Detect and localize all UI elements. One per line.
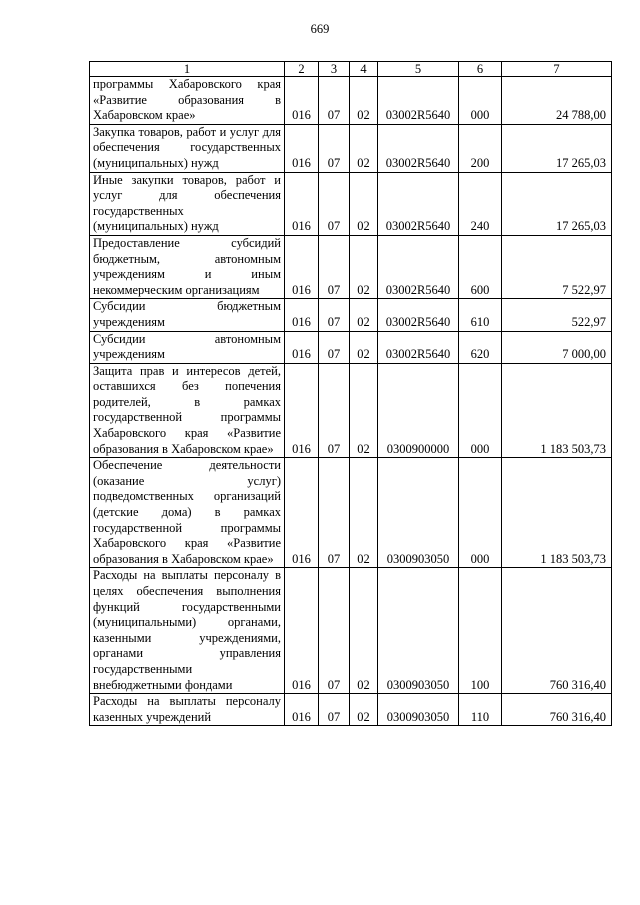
expense-name: Иные закупки товаров, работ и услуг для обеспечения государственных (муниципальных) нужд [90, 172, 285, 235]
amount: 7 000,00 [502, 331, 612, 363]
expense-type-code: 600 [459, 235, 502, 298]
section-code: 07 [319, 694, 350, 726]
section-code: 07 [319, 568, 350, 694]
expense-type-code: 100 [459, 568, 502, 694]
budget-table [89, 61, 612, 726]
amount: 24 788,00 [502, 77, 612, 125]
section-code: 07 [319, 172, 350, 235]
amount: 7 522,97 [502, 235, 612, 298]
ministry-code: 016 [285, 299, 319, 331]
expense-type-code: 000 [459, 363, 502, 458]
subsection-code: 02 [350, 124, 378, 172]
target-article-code: 03002R5640 [378, 77, 459, 125]
expense-type-code: 610 [459, 299, 502, 331]
ministry-code: 016 [285, 694, 319, 726]
subsection-code: 02 [350, 77, 378, 125]
amount: 1 183 503,73 [502, 458, 612, 568]
target-article-code: 0300903050 [378, 694, 459, 726]
target-article-code: 0300903050 [378, 458, 459, 568]
ministry-code: 016 [285, 77, 319, 125]
target-article-code: 03002R5640 [378, 299, 459, 331]
target-article-code: 03002R5640 [378, 331, 459, 363]
ministry-code: 016 [285, 172, 319, 235]
expense-name: Предоставление субсидий бюджетным, автономным учреждениям и иным некоммерческим организациям [90, 235, 285, 298]
table-row [90, 77, 612, 125]
table-row [90, 299, 612, 331]
subsection-code: 02 [350, 363, 378, 458]
ministry-code: 016 [285, 331, 319, 363]
target-article-code: 03002R5640 [378, 172, 459, 235]
section-code: 07 [319, 235, 350, 298]
column-header: 6 [459, 62, 502, 77]
table-row [90, 331, 612, 363]
column-header: 3 [319, 62, 350, 77]
expense-type-code: 000 [459, 458, 502, 568]
ministry-code: 016 [285, 568, 319, 694]
subsection-code: 02 [350, 568, 378, 694]
table-row [90, 172, 612, 235]
amount: 760 316,40 [502, 568, 612, 694]
subsection-code: 02 [350, 458, 378, 568]
section-code: 07 [319, 331, 350, 363]
table-row [90, 124, 612, 172]
subsection-code: 02 [350, 235, 378, 298]
expense-name: Обеспечение деятельности (оказание услуг) подведомственных организаций (детские дома) в рамках государственной программы Хабаровского края «Развитие образования в Хабаровском крае» [90, 458, 285, 568]
ministry-code: 016 [285, 458, 319, 568]
page-number: 669 [310, 22, 330, 36]
expense-name: Субсидии автономным учреждениям [90, 331, 285, 363]
expense-type-code: 240 [459, 172, 502, 235]
expense-name: программы Хабаровского края «Развитие образования в Хабаровском крае» [90, 77, 285, 125]
subsection-code: 02 [350, 172, 378, 235]
column-header: 5 [378, 62, 459, 77]
table-row [90, 458, 612, 568]
ministry-code: 016 [285, 363, 319, 458]
column-header: 1 [90, 62, 285, 77]
table-row [90, 568, 612, 694]
section-code: 07 [319, 77, 350, 125]
expense-name: Расходы на выплаты персоналу казенных учреждений [90, 694, 285, 726]
column-header: 4 [350, 62, 378, 77]
section-code: 07 [319, 299, 350, 331]
table-row [90, 694, 612, 726]
subsection-code: 02 [350, 331, 378, 363]
section-code: 07 [319, 363, 350, 458]
amount: 17 265,03 [502, 172, 612, 235]
expense-name: Закупка товаров, работ и услуг для обеспечения государственных (муниципальных) нужд [90, 124, 285, 172]
expense-name: Расходы на выплаты персоналу в целях обеспечения выполнения функций государственными (муниципальными) органами, казенными учреждениями, органами управления государственными внебюджетными фондами [90, 568, 285, 694]
target-article-code: 03002R5640 [378, 124, 459, 172]
amount: 760 316,40 [502, 694, 612, 726]
target-article-code: 0300900000 [378, 363, 459, 458]
amount: 522,97 [502, 299, 612, 331]
amount: 1 183 503,73 [502, 363, 612, 458]
expense-name: Субсидии бюджетным учреждениям [90, 299, 285, 331]
column-header: 2 [285, 62, 319, 77]
header-row [90, 62, 612, 77]
target-article-code: 03002R5640 [378, 235, 459, 298]
subsection-code: 02 [350, 694, 378, 726]
amount: 17 265,03 [502, 124, 612, 172]
table-row [90, 363, 612, 458]
section-code: 07 [319, 124, 350, 172]
expense-type-code: 620 [459, 331, 502, 363]
subsection-code: 02 [350, 299, 378, 331]
expense-type-code: 000 [459, 77, 502, 125]
section-code: 07 [319, 458, 350, 568]
target-article-code: 0300903050 [378, 568, 459, 694]
expense-type-code: 110 [459, 694, 502, 726]
expense-type-code: 200 [459, 124, 502, 172]
table-row [90, 235, 612, 298]
expense-name: Защита прав и интересов детей, оставшихся без попечения родителей, в рамках государственной программы Хабаровского края «Развитие образования в Хабаровском крае» [90, 363, 285, 458]
ministry-code: 016 [285, 124, 319, 172]
ministry-code: 016 [285, 235, 319, 298]
column-header: 7 [502, 62, 612, 77]
